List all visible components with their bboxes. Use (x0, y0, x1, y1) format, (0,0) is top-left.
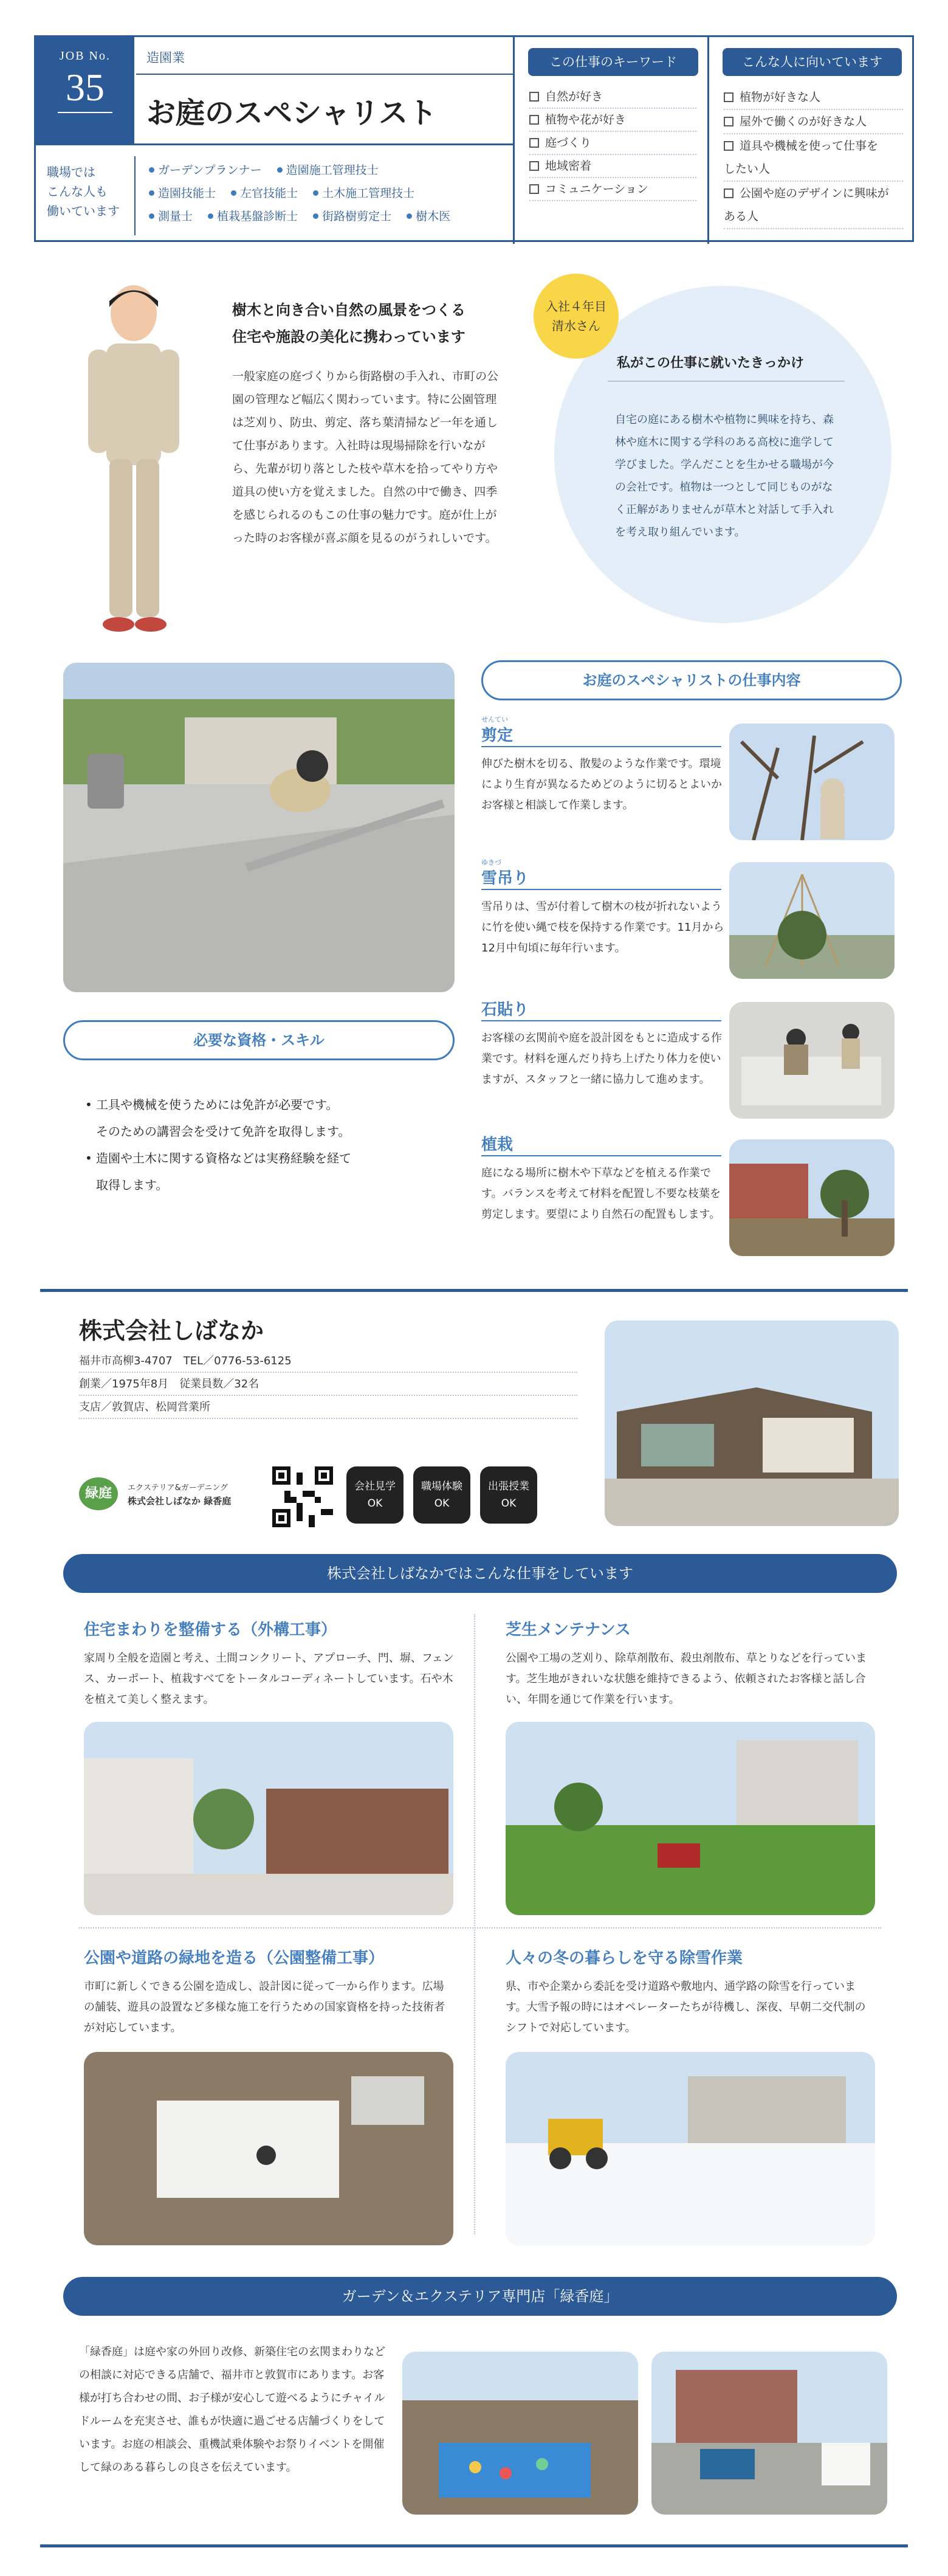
pruning-photo (729, 723, 895, 840)
company-founded: 創業／1975年8月 従業員数／32名 (79, 1374, 577, 1396)
category-label: 造園業 (146, 50, 185, 65)
header-box (34, 35, 914, 242)
role-item: 造園施工管理技士 (277, 164, 379, 177)
role-item: 測量士 (149, 210, 193, 223)
role-item: 街路樹剪定士 (313, 210, 391, 223)
badge-visit: 会社見学 OK (346, 1466, 404, 1524)
keyword-item: 地域密着 (529, 155, 696, 178)
exterior-photo (84, 1722, 453, 1915)
skills-list (85, 1091, 450, 1198)
suited-item: 道具や機械を使って仕事を したい人 (724, 134, 903, 182)
bottom-divider (40, 2544, 908, 2547)
service-exterior: 住宅まわりを整備する（外構工事） 家周り全般を造園と考え、土間コンクリート、アプローチ、門、塀、フェンス、カーポート、植栽すべてをトータルコーディネートしています。石や木を植えて美しく整えます。 (84, 1621, 454, 1706)
company-branches: 支店／敦賀店、松岡営業所 (79, 1397, 577, 1419)
job-number-badge (36, 37, 134, 143)
role-item: 造園技能士 (149, 187, 216, 200)
workplace-label: 職場では こんな人も 働いています (47, 165, 120, 218)
snow-photo (506, 2052, 875, 2245)
work-item-yukizuri: ゆきづ 雪吊り 雪吊りは、雪が付着して樹木の枝が折れないように竹を使い縄で枝を保持する作業です。11月から12月中旬頃に毎年行います。 (481, 858, 724, 955)
logo-mark: 緑庭 (79, 1477, 118, 1510)
intro-body: 一般家庭の庭づくりから街路樹の手入れ、市町の公園の管理など幅広く関わっています。特に公園管理は芝刈り、防虫、剪定、落ち葉清掃など一年を通して仕事があります。入社時は現場掃除を行いながら、先輩が切り落とした枝や草木を拾ってやり方や道具の使い方を覚えました。自然の中で働き、四季を感じられるのもこの仕事の魅力です。庭が仕上がった時のお客様が喜ぶ顔を見るのがうれしいです。 (232, 370, 499, 545)
shop-body: 「緑香庭」は庭や家の外回り改修、新築住宅の玄関まわりなどの相談に対応できる店舗で、福井市と敦賀市にあります。お客様が打ち合わせの間、お子様が安心して遊べるようにチャイルドルームを充実させ、誰もが快適に過ごせる店舗づくりをしています。お庭の相談会、重機試乗体験やお祭りイベントを開催して緑のある暮らしの良さを伝えています。 (79, 2346, 385, 2474)
role-item: 左官技能士 (231, 187, 298, 200)
suited-item: 植物が好きな人 (724, 86, 903, 110)
stone-paving-photo (63, 663, 455, 992)
job-number: 35 (66, 66, 105, 109)
shop-title: ガーデン＆エクステリア専門店「緑香庭」 (63, 2277, 897, 2316)
work-item-planting: 植栽 庭になる場所に樹木や下草などを植える作業です。バランスを考えて材料を配置し不要な枝葉を剪定します。要望により自然石の配置もします。 (481, 1136, 721, 1221)
work-item-pruning: せんてい 剪定 伸びた樹木を切る、散髪のような作業です。環境により生育が異なるためどのように切るとよいかお客様と相談して作業します。 (481, 716, 722, 812)
keywords-list (529, 86, 696, 201)
company-address: 福井市高柳3-4707 TEL／0776-53-6125 (79, 1351, 577, 1373)
company-building-photo (605, 1321, 899, 1526)
roles-list (149, 159, 507, 228)
suited-title: こんな人に向いています (723, 48, 902, 76)
company-name: 株式会社しばなか (79, 1317, 264, 1344)
role-item: 土木施工管理技士 (313, 187, 414, 200)
yukizuri-photo (729, 862, 895, 979)
keyword-item: コミュニケーション (529, 178, 696, 201)
keyword-item: 庭づくり (529, 132, 696, 155)
qr-code[interactable] (272, 1466, 333, 1527)
motive-title: 私がこの仕事に就いたきっかけ (617, 356, 805, 371)
suited-list (724, 86, 903, 229)
keywords-title: この仕事のキーワード (528, 48, 698, 76)
service-lawn: 芝生メンテナンス 公園や工場の芝刈り、除草剤散布、殺虫剤散布、草とりなどを行っています。芝生地がきれいな状態を維持できるよう、依頼されたお客様と話し合い、年間を通じて作業を行います。 (506, 1621, 867, 1706)
shop-event-photo (402, 2352, 638, 2515)
skills-title: 必要な資格・スキル (63, 1020, 455, 1060)
section-divider (40, 1289, 908, 1292)
work-item-stonework: 石貼り お客様の玄関前や庭を設計図をもとに造成する作業です。材料を運んだり持ち上げたり体力を使いますが、スタッフと一緒に協力して進めます。 (481, 1001, 722, 1086)
badge-lecture: 出張授業 OK (480, 1466, 537, 1524)
company-logo (79, 1473, 261, 1515)
job-label: JOB No. (59, 49, 111, 63)
logo-name: 株式会社しばなか 緑香庭 (128, 1496, 232, 1507)
role-item: ガーデンプランナー (149, 164, 262, 177)
lawn-photo (506, 1722, 875, 1915)
shop-excavator-photo (651, 2352, 887, 2515)
stonework-photo (729, 1002, 895, 1119)
service-snow: 人々の冬の暮らしを守る除雪作業 県、市や企業から委託を受け道路や敷地内、通学路の除雪を行っています。大雪予報の時にはオペレーターたちが待機し、深夜、早朝二交代制のシフトで対応しています。 (506, 1949, 866, 2034)
keyword-item: 植物や花が好き (529, 109, 696, 132)
planting-photo (729, 1139, 895, 1256)
logo-subtitle: エクステリア&ガーデニング (128, 1483, 228, 1493)
park-photo (84, 2052, 453, 2245)
role-item: 植栽基盤診断士 (208, 210, 298, 223)
badge-experience: 職場体験 OK (413, 1466, 470, 1524)
services-title: 株式会社しばなかではこんな仕事をしています (63, 1554, 897, 1593)
skill-item: • 造園や土木に関する資格などは実務経験を経て 取得します。 (85, 1151, 351, 1192)
suited-item: 公園や庭のデザインに興味が ある人 (724, 182, 903, 229)
skill-item: • 工具や機械を使うためには免許が必要です。 そのための講習会を受けて免許を取得します。 (85, 1097, 351, 1139)
suited-item: 屋外で働くのが好きな人 (724, 110, 903, 134)
work-title: お庭のスペシャリストの仕事内容 (481, 660, 902, 700)
service-park: 公園や道路の緑地を造る（公園整備工事） 市町に新しくできる公園を造成し、設計図に従って一から作ります。広場の舗装、遊具の設置など多様な施工を行うための国家資格を持った技術者が対応しています。 (84, 1949, 445, 2034)
intro-headline: 樹木と向き合い自然の風景をつくる 住宅や施設の美化に携わっています (232, 302, 465, 345)
tenure-badge: 入社４年目 清水さん (534, 274, 619, 359)
worker-portrait (73, 277, 194, 641)
role-item: 樹木医 (407, 210, 450, 223)
keyword-item: 自然が好き (529, 86, 696, 109)
page-title: お庭のスペシャリスト (146, 96, 438, 130)
motive-body: 自宅の庭にある樹木や植物に興味を持ち、森林や庭木に関する学科のある高校に進学して学びました。学んだことを生かせる職場が今の会社です。植物は一つとして同じものがなく正解がありませんが草木と対話して手入れを考え取り組んでいます。 (615, 413, 834, 539)
